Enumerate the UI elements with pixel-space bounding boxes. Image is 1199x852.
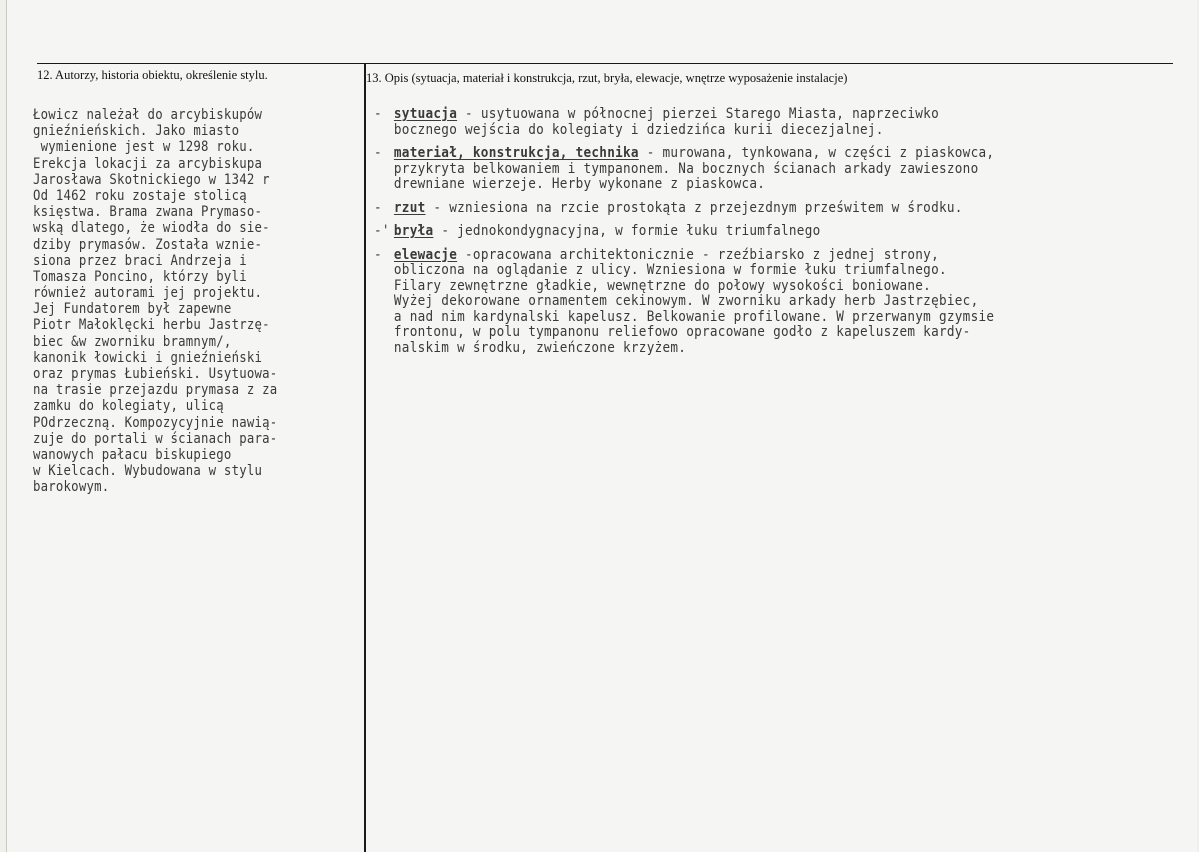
history-line: Tomasza Poncino, którzy byli <box>33 268 247 285</box>
history-line: Łowicz należał do arcybiskupów <box>33 107 263 123</box>
description-term: sytuacja <box>393 106 458 122</box>
description-continuation: Wyżej dekorowane ornamentem cekinowym. W zworniku arkady herb Jastrzębiec, <box>393 293 979 309</box>
history-text <box>33 107 328 496</box>
history-line: Piotr Małoklęcki herbu Jastrzę- <box>33 317 270 334</box>
section-13-heading: 13. Opis (sytuacja, materiał i konstrukcja, rzut, bryła, elewacje, wnętrze wyposażenie instalacje) <box>366 71 848 85</box>
description-text: - usytuowana w północnej pierzei Starego Miasta, naprzeciwko <box>457 106 939 122</box>
history-line: siona przez braci Andrzeja i <box>33 252 247 269</box>
description-continuation: a nad nim kardynalski kapelusz. Belkowanie profilowane. W przerwanym gzymsie <box>393 308 995 325</box>
description-term: elewacje <box>393 246 458 263</box>
description-continuation: nalskim w środku, zwieńczone krzyżem. <box>393 339 687 356</box>
column-divider <box>364 63 366 852</box>
description-term: rzut <box>393 199 426 216</box>
list-dash: -' <box>374 223 390 239</box>
description-list <box>374 107 1164 364</box>
history-line: dziby prymasów. Została wznie- <box>33 236 263 253</box>
history-line: Jarosława Skotnickiego w 1342 r <box>33 171 270 188</box>
history-line: wską dlatego, że wiodła do sie- <box>33 220 270 237</box>
list-dash: - <box>374 145 382 161</box>
description-item <box>374 146 1161 193</box>
history-line: w Kielcach. Wybudowana w stylu <box>33 463 263 480</box>
description-continuation: obliczona na oglądanie z ulicy. Wzniesiona w formie łuku triumfalnego. <box>393 262 947 278</box>
description-first-line <box>374 107 1161 123</box>
list-dash: - <box>374 246 382 263</box>
history-line: gnieźnieńskich. Jako miasto <box>33 123 240 140</box>
history-line: zamku do kolegiaty, ulicą <box>33 398 224 415</box>
history-line: biec &w zworniku bramnym/, <box>33 333 232 350</box>
history-line: na trasie przejazdu prymasa z za <box>33 382 278 399</box>
description-first-line <box>374 146 1161 162</box>
description-continuation: drewniane wierzeje. Herby wykonane z piaskowca. <box>393 176 766 192</box>
description-text: -opracowana architektonicznie - rzeźbiarsko z jednej strony, <box>457 246 939 263</box>
description-continuation: Filary zewnętrzne gładkie, wewnętrzne do połowy wysokości boniowane. <box>393 277 932 294</box>
history-line: Erekcja lokacji za arcybiskupa <box>33 155 263 172</box>
history-line: księstwa. Brama zwana Prymaso- <box>33 204 263 221</box>
description-term: materiał, konstrukcja, technika <box>393 145 639 161</box>
history-line: barokowym. <box>33 479 110 496</box>
history-line: Jej Fundatorem był zapewne <box>33 301 232 318</box>
description-continuation: bocznego wejścia do kolegiaty i dziedzińca kurii diecezjalnej. <box>393 121 884 138</box>
history-line: zuje do portali w ścianach para- <box>33 430 278 447</box>
list-dash: - <box>374 106 382 122</box>
description-text: - murowana, tynkowana, w części z piaskowca, <box>638 145 995 161</box>
description-continuation: przykryta belkowaniem i tympanonem. Na bocznych ścianach arkady zawieszono <box>393 160 979 177</box>
description-term: bryła <box>393 223 434 239</box>
list-dash: - <box>374 199 382 216</box>
history-line: Od 1462 roku zostaje stolicą <box>33 187 247 204</box>
description-text: - wzniesiona na rzcie prostokąta z przejezdnym prześwitem w środku. <box>425 199 963 216</box>
history-line: oraz prymas Łubieński. Usytuowa- <box>33 366 278 382</box>
history-line: również autorami jej projektu. <box>33 285 263 302</box>
description-continuation: frontonu, w polu tympanonu reliefowo opracowane godło z kapeluszem kardy- <box>393 324 971 340</box>
description-text: - jednokondygnacyjna, w formie łuku triumfalnego <box>433 223 821 239</box>
history-line: wanowych pałacu biskupiego <box>33 446 232 463</box>
history-line: POdrzeczną. Kompozycyjnie nawią- <box>33 414 278 431</box>
header-rule <box>37 63 1173 64</box>
description-item <box>374 201 1161 217</box>
description-first-line <box>374 248 1161 264</box>
description-first-line <box>374 224 1161 240</box>
description-first-line <box>374 201 1161 217</box>
description-item <box>374 224 1161 240</box>
section-12-heading: 12. Autorzy, historia obiektu, określenie stylu. <box>37 68 268 82</box>
description-item <box>374 107 1161 138</box>
history-line: kanonik łowicki i gnieźnieński <box>33 349 263 366</box>
history-line: wymienione jest w 1298 roku. <box>33 139 255 156</box>
description-item <box>374 248 1161 357</box>
